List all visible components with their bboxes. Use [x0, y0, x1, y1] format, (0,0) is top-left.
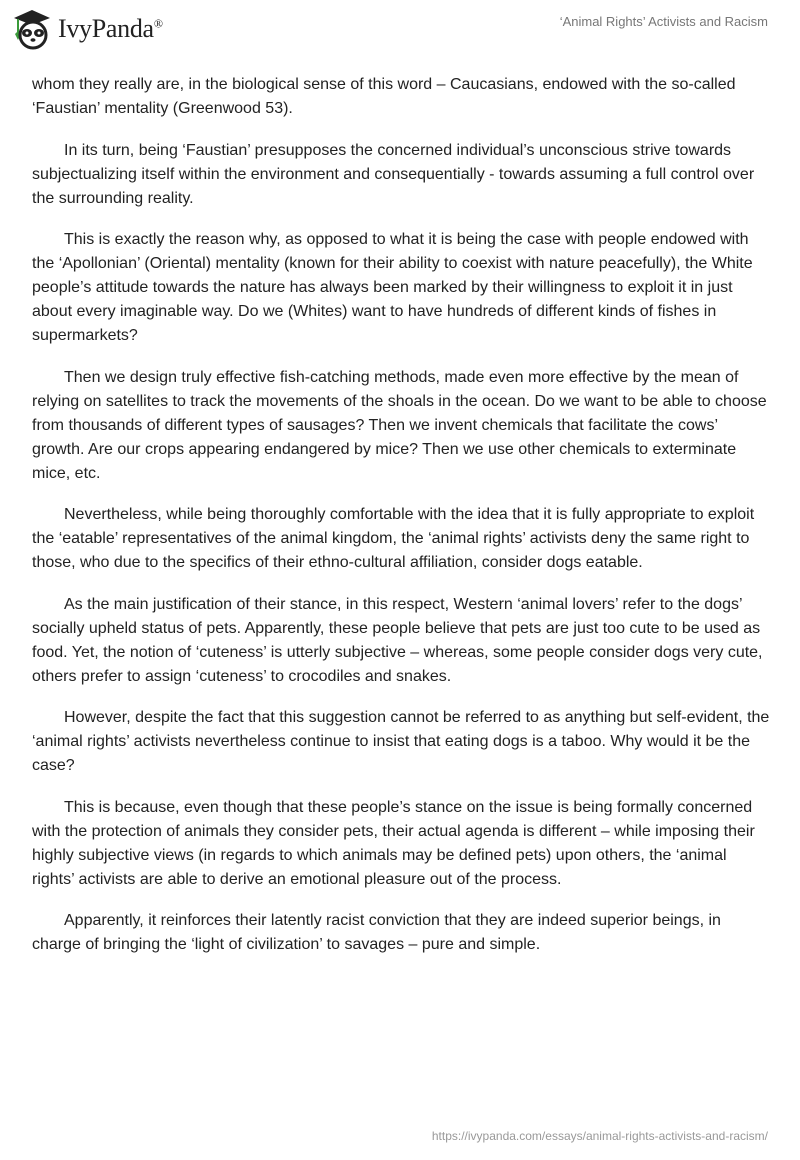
brand-name — [58, 14, 163, 44]
paragraph: whom they really are, in the biological sense of this word – Caucasians, endowed with the so-called ‘Faustian’ mentality (Greenwood 53). — [32, 76, 736, 117]
paragraph: Then we design truly effective fish-catching methods, made even more effective by the mean of relying on satellites to track the movements of the shoals in the ocean. Do we want to be able to choose from thousands of different types of sausages? Then we invent chemicals that facilitate the cows’ growth. Are our crops appearing endangered by mice? Then we use other chemicals to exterminate mice, etc. — [32, 368, 767, 482]
document-title: ‘Animal Rights’ Activists and Racism — [559, 14, 768, 29]
paragraph: Apparently, it reinforces their latently racist conviction that they are indeed superior beings, in charge of bringing the ‘light of civilization’ to savages – pure and simple. — [32, 912, 721, 953]
essay-body — [32, 73, 770, 975]
paragraph: As the main justification of their stance, in this respect, Western ‘animal lovers’ refer to the dogs’ socially upheld status of pets. Apparently, these people believe that pets are just too cute to be used as food. Yet, the notion of ‘cuteness’ is utterly subjective – whereas, some people consider dogs very cute, others prefer to assign ‘cuteness’ to crocodiles and snakes. — [32, 595, 763, 685]
source-url-link[interactable]: https://ivypanda.com/essays/animal-rights-activists-and-racism/ — [431, 1129, 768, 1143]
ivypanda-logo[interactable] — [12, 8, 163, 50]
paragraph: Nevertheless, while being thoroughly comfortable with the idea that it is fully appropriate to exploit the ‘eatable’ representatives of the animal kingdom, the ‘animal rights’ activists deny the same right to those, who due to the specifics of their ethno-cultural affiliation, consider dogs eatable. — [32, 506, 755, 571]
paragraph: This is exactly the reason why, as opposed to what it is being the case with people endowed with the ‘Apollonian’ (Oriental) mentality (known for their ability to coexist with nature peacefully), the White people’s attitude towards the nature has always been marked by their willingness to exploit it in just about every imaginable way. Do we (Whites) want to have hundreds of different kinds of fishes in supermarkets? — [32, 231, 753, 344]
paragraph: This is because, even though that these people’s stance on the issue is being formally concerned with the protection of animals they consider pets, their actual agenda is different – while imposing their highly subjective views (in regards to which animals may be defined pets) upon others, the ‘animal rights’ activists are able to derive an emotional pleasure out of the process. — [32, 798, 755, 888]
registered-mark: ® — [153, 16, 163, 31]
panda-graduate-icon — [12, 8, 52, 50]
brand-text: IvyPanda — [58, 14, 154, 43]
paragraph: In its turn, being ‘Faustian’ presupposes the concerned individual’s unconscious strive towards subjectualizing itself within the environment and consequentially - towards assuming a full control over the surrounding reality. — [32, 141, 755, 207]
paragraph: However, despite the fact that this suggestion cannot be referred to as anything but self-evident, the ‘animal rights’ activists nevertheless continue to insist that eating dogs is a taboo. Why would it be the case? — [32, 709, 770, 774]
